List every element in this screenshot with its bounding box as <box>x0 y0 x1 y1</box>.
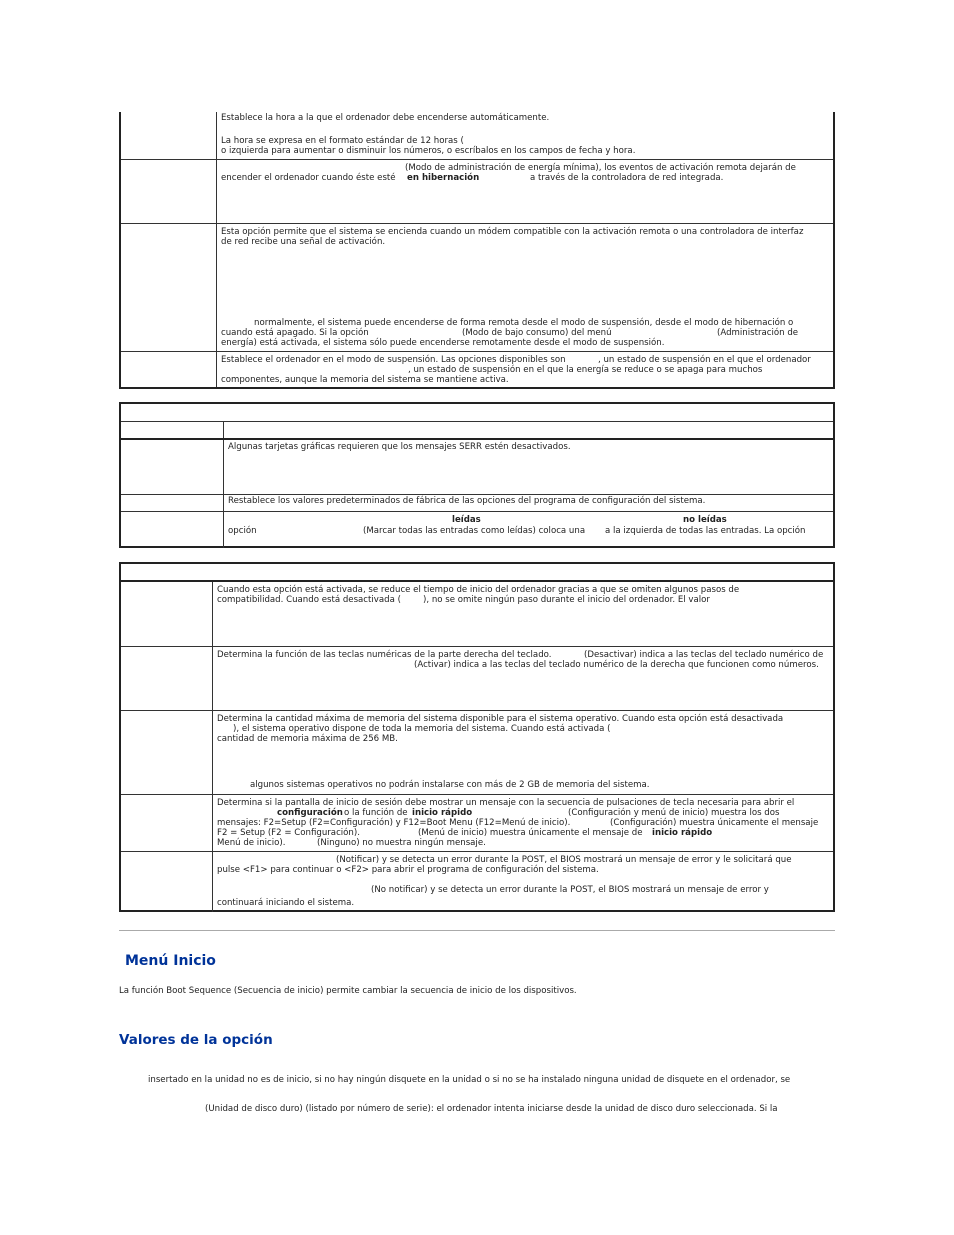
option-label-cell <box>121 647 213 710</box>
description-line: cuando está apagado. Si la opción <box>221 328 369 338</box>
option-label-cell <box>121 112 217 159</box>
description-line: Algunas tarjetas gráficas requieren que los mensajes SERR estén desactivados. <box>228 442 571 452</box>
option-description-cell <box>213 582 833 646</box>
option-description-cell <box>217 224 833 351</box>
description-line: (Modo de administración de energía mínima), los eventos de activación remota dejarán de <box>405 163 796 173</box>
table-row <box>121 511 833 548</box>
description-line: Determina si la pantalla de inicio de sesión debe mostrar un mensaje con la secuencia de pulsaciones de tecla necesaria para abrir el <box>217 798 795 808</box>
paragraph-line: insertado en la unidad no es de inicio, si no hay ningún disquete en la unidad o si no se ha instalado ninguna unidad de disquete en el ordenador, se <box>148 1075 791 1085</box>
description-line: Establece la hora a la que el ordenador debe encenderse automáticamente. <box>221 113 550 123</box>
option-description-cell <box>217 112 833 159</box>
table-header-row <box>121 404 833 422</box>
option-label-cell <box>121 352 217 387</box>
option-label-cell <box>121 440 224 494</box>
description-line: pulse <F1> para continuar o <F2> para abrir el programa de configuración del sistema. <box>217 865 599 875</box>
option-description-cell <box>217 352 833 387</box>
option-label-cell <box>121 495 224 511</box>
table-row <box>121 351 833 387</box>
description-line: (Activar) indica a las teclas del teclado numérico de la derecha que funcionen como números. <box>414 660 819 670</box>
description-line: normalmente, el sistema puede encenderse de forma remota desde el modo de suspensión, desde el modo de hibernación o <box>254 318 794 328</box>
option-label-cell <box>121 224 217 351</box>
description-line: (No notificar) y se detecta un error durante la POST, el BIOS mostrará un mensaje de error y <box>371 885 769 895</box>
description-line: (Notificar) y se detecta un error durante la POST, el BIOS mostrará un mensaje de error y le solicitará que <box>336 855 792 865</box>
table-row <box>121 582 833 646</box>
option-label-cell <box>121 795 213 851</box>
section-heading-option-values: Valores de la opción <box>119 1032 273 1048</box>
option-label-cell <box>121 160 217 223</box>
bold-term: configuración <box>277 808 343 818</box>
description-line: Determina la función de las teclas numéricas de la parte derecha del teclado. <box>217 650 552 660</box>
table-header-row <box>121 564 833 582</box>
description-line: Esta opción permite que el sistema se encienda cuando un módem compatible con la activación remota o una controladora de interfaz <box>221 227 804 237</box>
section-heading-boot-menu: Menú Inicio <box>125 953 216 969</box>
section-divider <box>119 930 835 931</box>
description-line: continuará iniciando el sistema. <box>217 898 355 908</box>
table-row <box>121 440 833 494</box>
description-line: componentes, aunque la memoria del sistema se mantiene activa. <box>221 375 509 385</box>
table-row <box>121 646 833 710</box>
description-line: a través de la controladora de red integrada. <box>530 173 724 183</box>
description-line: Restablece los valores predeterminados de fábrica de las opciones del programa de configuración del sistema. <box>228 496 706 506</box>
description-line: encender el ordenador cuando éste esté <box>221 173 396 183</box>
table-row <box>121 223 833 351</box>
option-label-cell <box>121 582 213 646</box>
table-row <box>121 851 833 912</box>
bold-term: no leídas <box>683 515 727 525</box>
table-row <box>121 710 833 794</box>
description-line: o izquierda para aumentar o disminuir los números, o escríbalos en los campos de fecha y hora. <box>221 146 636 156</box>
power-options-table <box>119 112 835 389</box>
description-line: cantidad de memoria máxima de 256 MB. <box>217 734 398 744</box>
description-line: F2 = Setup (F2 = Configuración). <box>217 828 360 838</box>
description-line: (Desactivar) indica a las teclas del teclado numérico de <box>584 650 824 660</box>
option-label-cell <box>121 512 224 548</box>
table-row <box>121 112 833 159</box>
bold-term: en hibernación <box>407 173 480 183</box>
maintenance-options-table <box>119 402 835 548</box>
paragraph: La función Boot Sequence (Secuencia de inicio) permite cambiar la secuencia de inicio de los dispositivos. <box>119 986 577 996</box>
description-line: , un estado de suspensión en el que la energía se reduce o se apaga para muchos <box>408 365 763 375</box>
description-line: (Modo de bajo consumo) del menú <box>462 328 612 338</box>
description-line: (Administración de <box>717 328 799 338</box>
description-line: algunos sistemas operativos no podrán instalarse con más de 2 GB de memoria del sistema. <box>250 780 650 790</box>
option-label-cell <box>121 852 213 912</box>
option-description-cell <box>213 711 833 794</box>
description-line: (Ninguno) no muestra ningún mensaje. <box>317 838 486 848</box>
description-line: Determina la cantidad máxima de memoria del sistema disponible para el sistema operativo. Cuando esta opción está desactivada <box>217 714 784 724</box>
option-description-cell <box>224 495 833 511</box>
description-line: energía) está activada, el sistema sólo puede encenderse remotamente desde el modo de suspensión. <box>221 338 665 348</box>
description-line: Establece el ordenador en el modo de suspensión. Las opciones disponibles son <box>221 355 566 365</box>
description-line: La hora se expresa en el formato estándar de 12 horas ( <box>221 136 464 146</box>
option-description-cell <box>213 795 833 851</box>
description-line: , un estado de suspensión en el que el ordenador <box>598 355 811 365</box>
post-behavior-table <box>119 562 835 912</box>
description-line: (Menú de inicio) muestra únicamente el mensaje de <box>418 828 643 838</box>
table-column-header-row <box>121 422 833 440</box>
description-line: ), no se omite ningún paso durante el inicio del ordenador. El valor <box>423 595 710 605</box>
description-line: (Configuración) muestra únicamente el mensaje <box>610 818 819 828</box>
option-description-cell <box>213 852 833 912</box>
table-row <box>121 794 833 851</box>
option-description-cell <box>224 512 833 548</box>
option-description-cell <box>224 440 833 494</box>
description-line: (Configuración y menú de inicio) muestra los dos <box>568 808 780 818</box>
description-line: Cuando esta opción está activada, se reduce el tiempo de inicio del ordenador gracias a que se omiten algunos pasos de <box>217 585 740 595</box>
option-label-cell <box>121 711 213 794</box>
bold-term: leídas <box>452 515 481 525</box>
description-line: o la función de <box>344 808 408 818</box>
description-line: a la izquierda de todas las entradas. La opción <box>605 526 806 536</box>
description-line: opción <box>228 526 257 536</box>
option-description-cell <box>217 160 833 223</box>
description-line: Menú de inicio). <box>217 838 286 848</box>
column-header-cell <box>121 422 224 438</box>
bold-term: inicio rápido <box>652 828 713 838</box>
table-row <box>121 159 833 223</box>
table-row <box>121 494 833 511</box>
description-line: (Marcar todas las entradas como leídas) coloca una <box>363 526 586 536</box>
paragraph-line: (Unidad de disco duro) (listado por número de serie): el ordenador intenta iniciarse desde la unidad de disco duro seleccionada. Si la <box>205 1104 778 1114</box>
description-line: ), el sistema operativo dispone de toda la memoria del sistema. Cuando está activada ( <box>233 724 611 734</box>
description-line: compatibilidad. Cuando está desactivada ( <box>217 595 401 605</box>
description-line: mensajes: F2=Setup (F2=Configuración) y F12=Boot Menu (F12=Menú de inicio). <box>217 818 571 828</box>
description-line: de red recibe una señal de activación. <box>221 237 386 247</box>
option-description-cell <box>213 647 833 710</box>
bold-term: inicio rápido <box>412 808 473 818</box>
